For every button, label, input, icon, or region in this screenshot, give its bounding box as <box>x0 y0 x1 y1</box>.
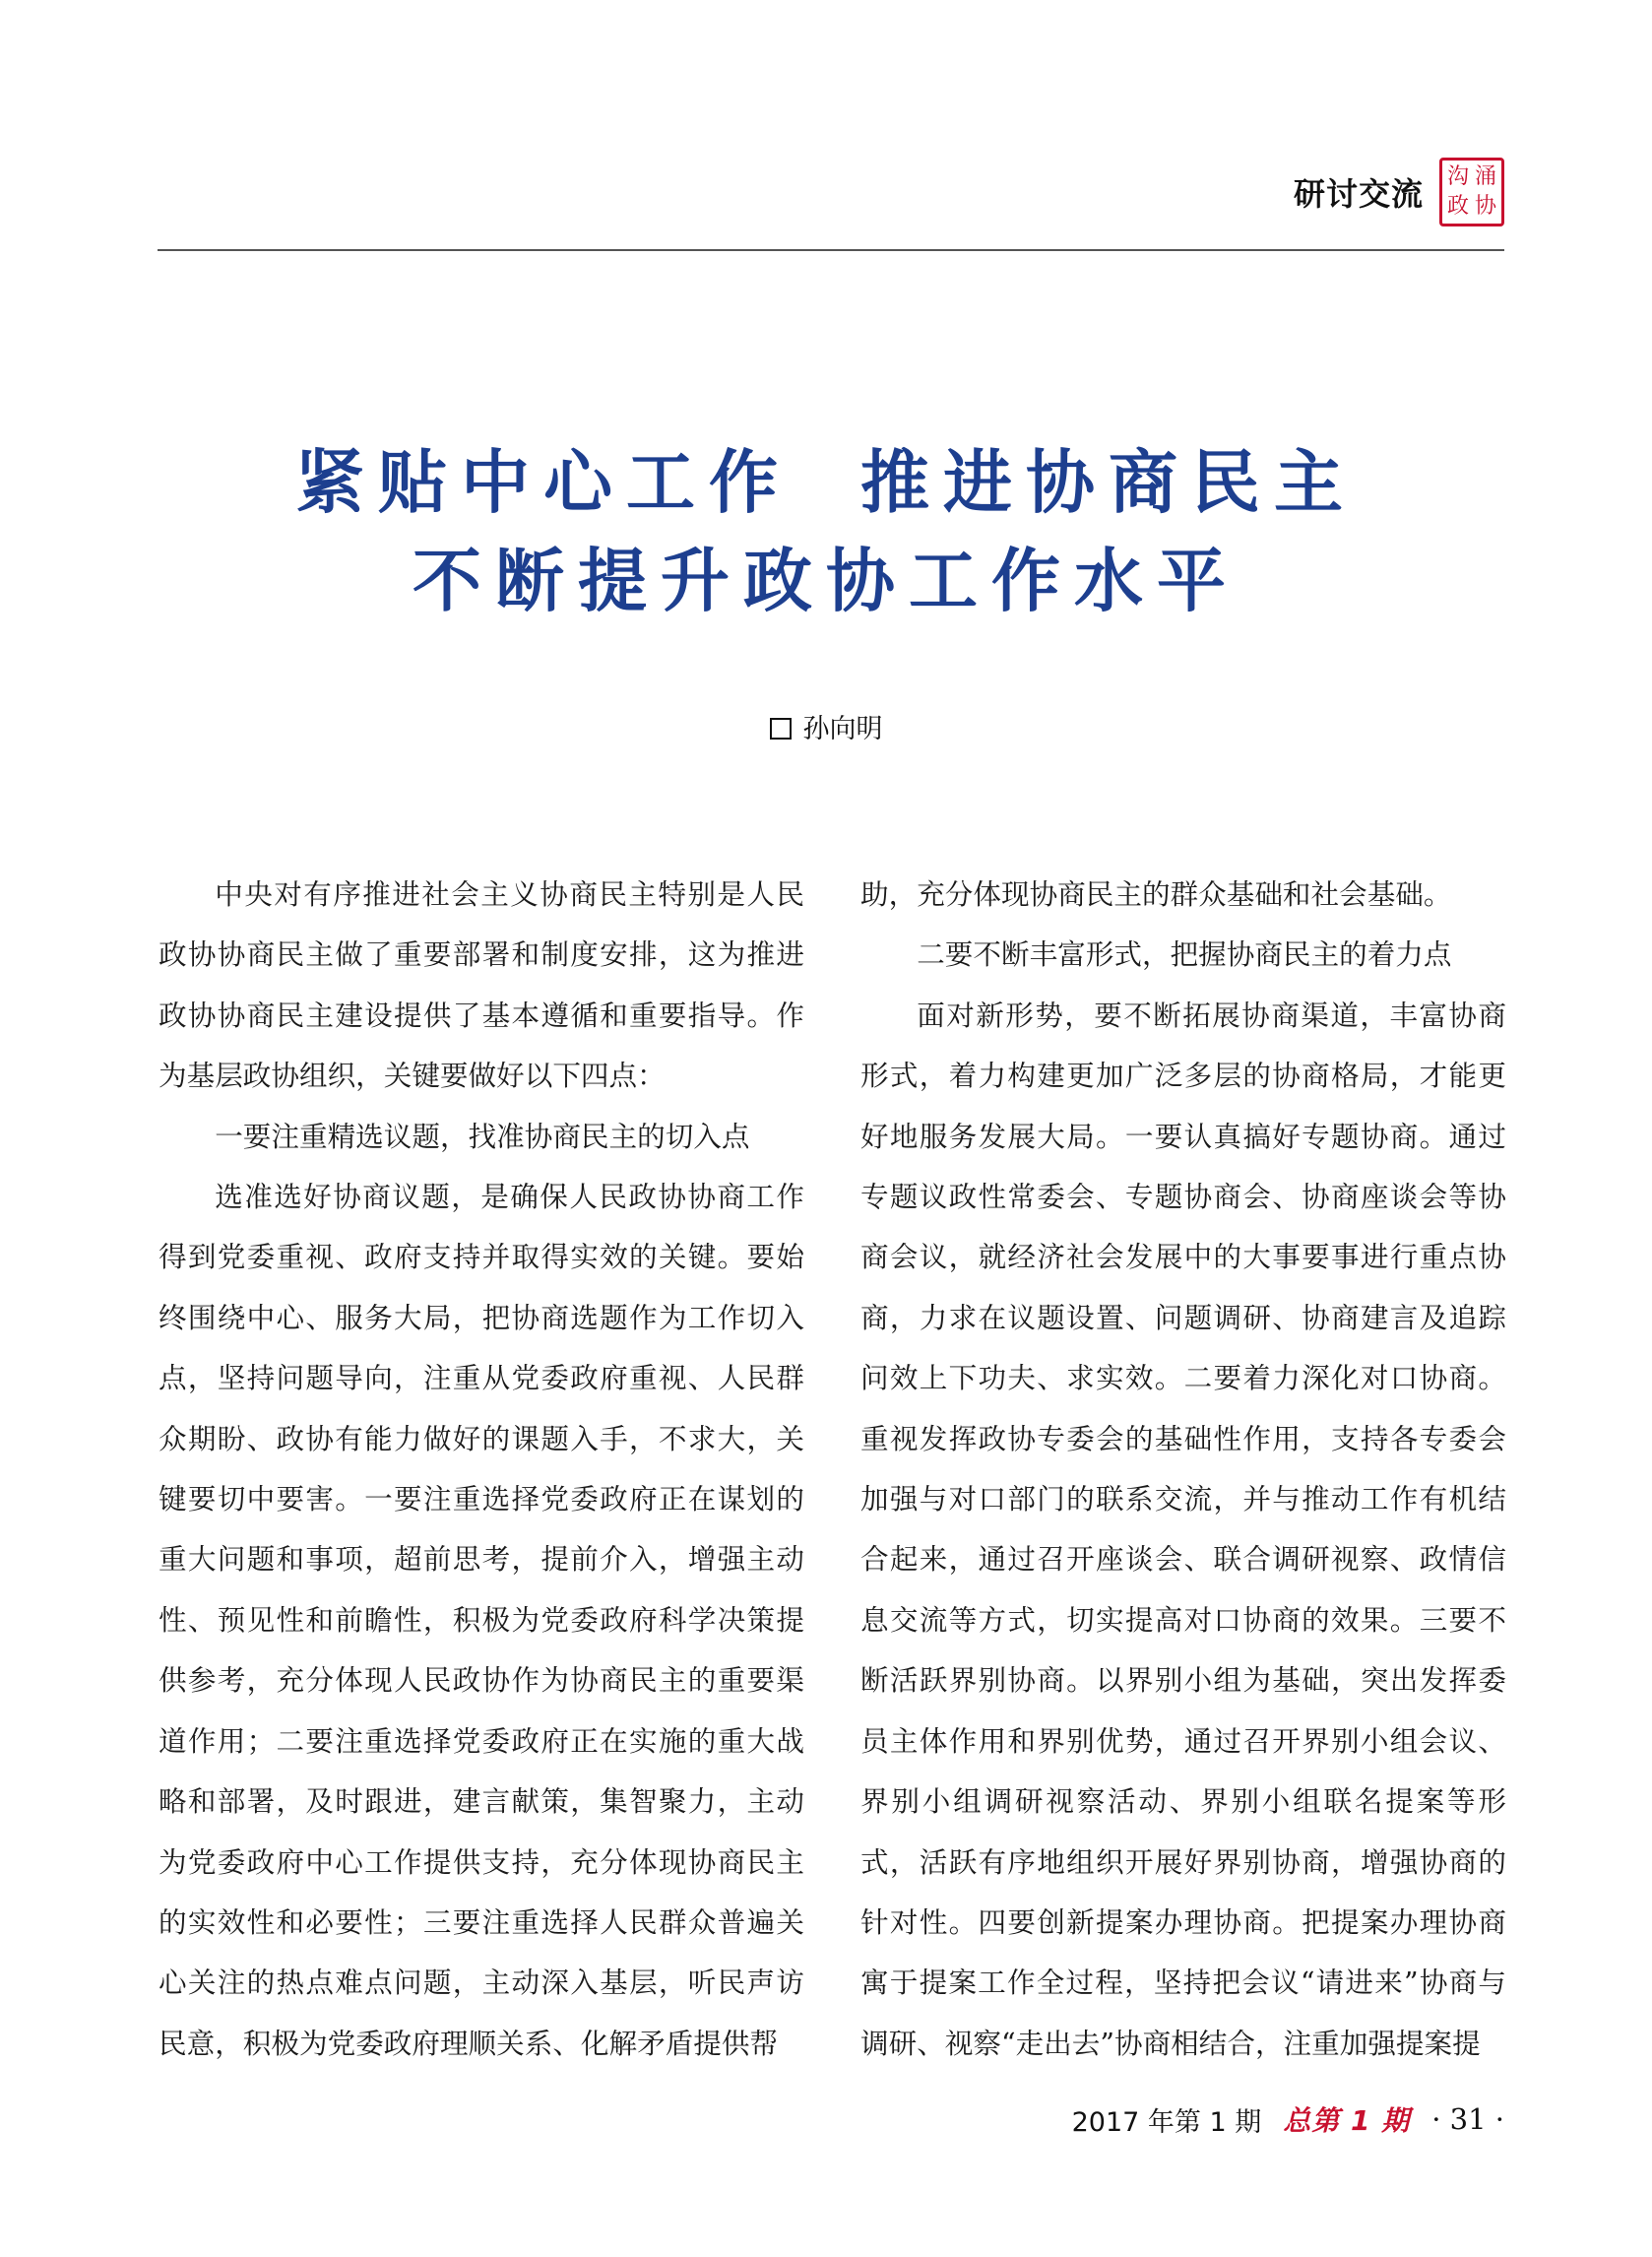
title-line-2: 不断提升政协工作水平 <box>413 540 1239 621</box>
subheading: 一要注重精选议题，找准协商民主的切入点 <box>215 1119 750 1153</box>
seal-char: 涌 <box>1474 164 1496 189</box>
header-divider <box>158 249 1504 251</box>
section-name: 研讨交流 <box>1293 175 1424 213</box>
page-number: · 31 · <box>1431 2102 1504 2136</box>
author-line <box>0 707 1652 745</box>
title-line-1 <box>0 433 1652 532</box>
seal-char: 协 <box>1474 194 1496 219</box>
seal-char: 沟 <box>1446 164 1469 189</box>
page-footer <box>1072 2099 1504 2139</box>
body-paragraph: 选准选好协商议题，是确保人民政协协商工作得到党委重视、政府支持并取得实效的关键。要始终围绕中心、服务大局，把协商选题作为工作切入点，坚持问题导向，注重从党委政府重视、人民群众期盼、政协有能力做好的课题入手，不求大，关键要切中要害。一要注重选择党委政府正在谋划的重大问题和事项，超前思考，提前介入，增强主动性、预见性和前瞻性，积极为党委政府科学决策提供参考，充分体现人民政协作为协商民主的重要渠道作用；二要注重选择党委政府正在实施的重大战略和部署，及时跟进，建言献策，集智聚力，主动为党委政府中心工作提供支持，充分体现协商民主的实效性和必要性；三要注重选择人民群众普遍关心关注的热点难点问题，主动深入基层，听民声访民意，积极为党委政府理顺关系、化解矛盾提供帮 <box>159 1180 804 2060</box>
square-bullet-icon <box>770 718 792 740</box>
author-name: 孙向明 <box>802 714 883 744</box>
page-header <box>1294 158 1504 226</box>
title-part-a: 紧贴中心工作 <box>295 441 792 523</box>
body-column-right <box>860 865 1506 2074</box>
body-paragraph: 面对新形势，要不断拓展协商渠道，丰富协商形式，着力构建更加广泛多层的协商格局，才能更好地服务发展大局。一要认真搞好专题协商。通过专题议政性常委会、专题协商会、协商座谈会等协商会议，就经济社会发展中的大事要事进行重点协商，力求在议题设置、问题调研、协商建言及追踪问效上下功夫、求实效。二要着力深化对口协商。重视发挥政协专委会的基础性作用，支持各专委会加强与对口部门的联系交流，并与推动工作有机结合起来，通过召开座谈会、联合调研视察、政情信息交流等方式，切实提高对口协商的效果。三要不断活跃界别协商。以界别小组为基础，突出发挥委员主体作用和界别优势，通过召开界别小组会议、界别小组调研视察活动、界别小组联名提案等形式，活跃有序地组织开展好界别协商，增强协商的针对性。四要创新提案办理协商。把提案办理协商寓于提案工作全过程，坚持把会议“请进来”协商与调研、视察“走出去”协商相结合，注重加强提案提 <box>860 998 1506 2060</box>
journal-seal-logo <box>1439 158 1504 226</box>
title-part-b: 推进协商民主 <box>860 441 1357 523</box>
issue-label: 2017 年第 1 期 <box>1071 2106 1262 2138</box>
body-paragraph: 助，充分体现协商民主的群众基础和社会基础。 <box>860 877 1452 911</box>
body-paragraph: 中央对有序推进社会主义协商民主特别是人民政协协商民主做了重要部署和制度安排，这为推进政协协商民主建设提供了基本遵循和重要指导。作为基层政协组织，关键要做好以下四点： <box>159 877 804 1093</box>
article-title <box>0 433 1652 630</box>
body-column-left <box>159 865 804 2074</box>
subheading: 二要不断丰富形式，把握协商民主的着力点 <box>917 937 1452 972</box>
seal-char: 政 <box>1446 194 1469 219</box>
total-issue-label: 总第 1 期 <box>1283 2104 1411 2137</box>
